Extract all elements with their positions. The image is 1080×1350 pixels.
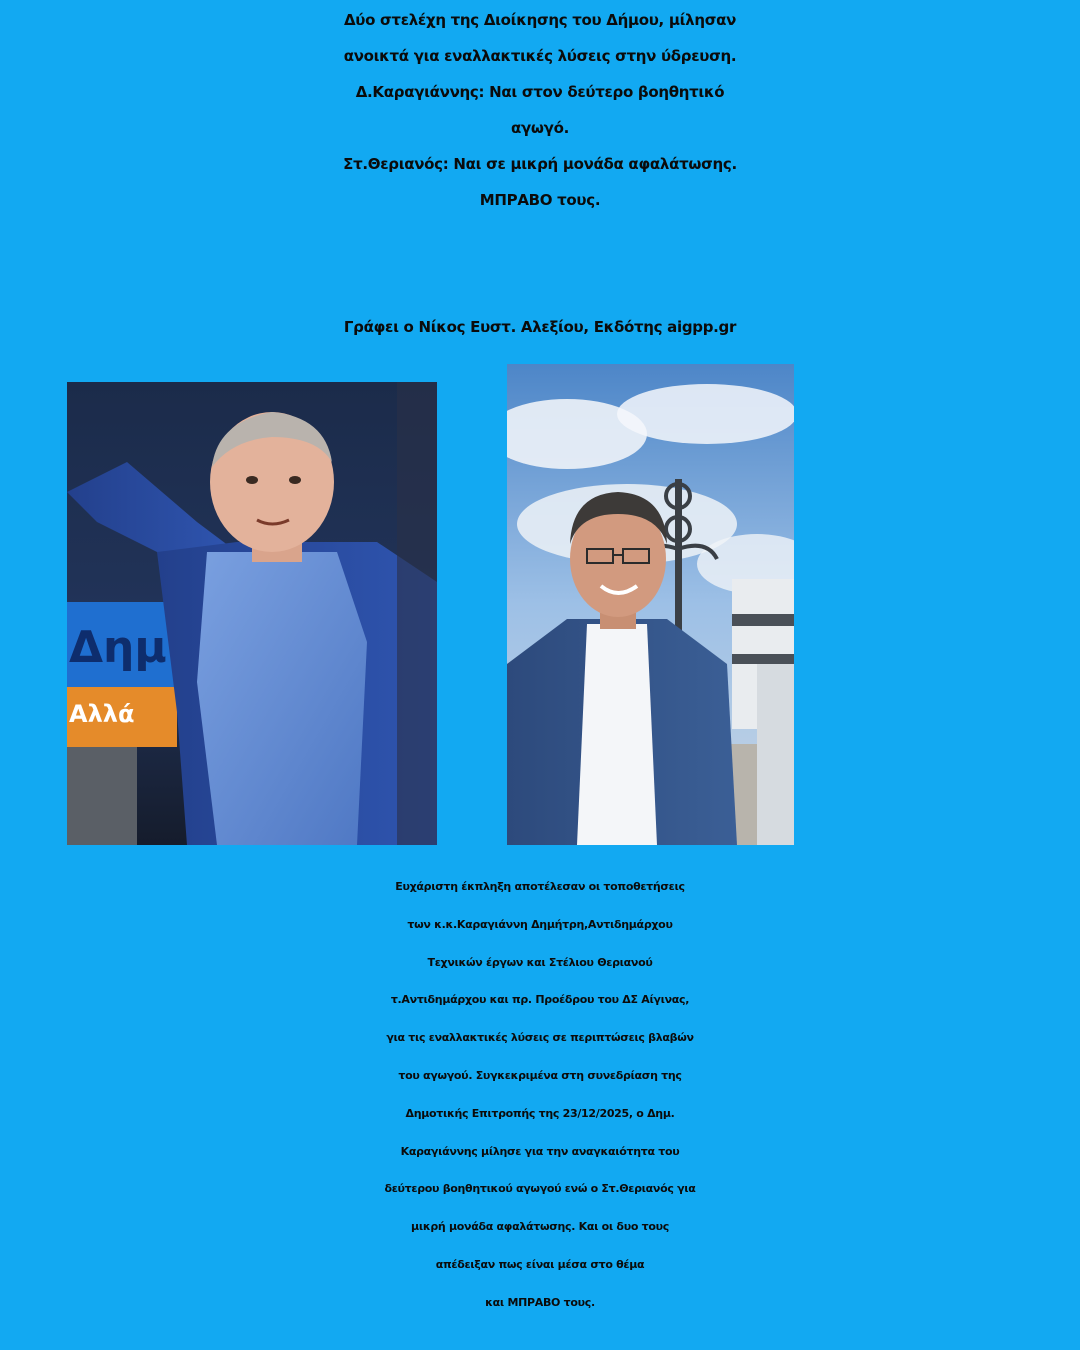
- headline-line: αγωγό.: [511, 119, 569, 137]
- headline: [0, 0, 1080, 218]
- headline-line: Δ.Καραγιάννης: Ναι στον δεύτερο βοηθητικό: [355, 83, 725, 101]
- banner-sub-text: Αλλά: [69, 700, 135, 728]
- headline-line: ανοικτά για εναλλακτικές λύσεις στην ύδρευση.: [343, 47, 737, 65]
- headline-line: Στ.Θεριανός: Ναι σε μικρή μονάδα αφαλάτωσης.: [343, 155, 737, 173]
- banner-text: Δημ: [69, 622, 167, 673]
- body-line: για τις εναλλακτικές λύσεις σε περιπτώσεις βλαβών: [386, 1031, 694, 1045]
- body-line: Τεχνικών έργων και Στέλιου Θεριανού: [427, 955, 653, 969]
- body-line: των κ.κ.Καραγιάννη Δημήτρη,Αντιδημάρχου: [407, 917, 673, 931]
- body-line: τ.Αντιδημάρχου και πρ. Προέδρου του ΔΣ Αίγινας,: [390, 993, 690, 1007]
- body-line: Ευχάριστη έκπληξη αποτέλεσαν οι τοποθετήσεις: [395, 880, 685, 893]
- photo-therianos: [507, 364, 794, 845]
- photo-karagiannis: [67, 382, 437, 845]
- headline-line: ΜΠΡΑΒΟ τους.: [479, 191, 601, 209]
- body-line: Καραγιάννης μίλησε για την αναγκαιότητα του: [400, 1144, 680, 1158]
- body-line: δεύτερου βοηθητικού αγωγού ενώ ο Στ.Θεριανός για: [384, 1182, 696, 1196]
- headline-line: Δύο στελέχη της Διοίκησης του Δήμου, μίλησαν: [343, 11, 737, 29]
- body-line: και ΜΠΡΑΒΟ τους.: [485, 1295, 595, 1309]
- body-line: μικρή μονάδα αφαλάτωσης. Και οι δυο τους: [411, 1220, 669, 1234]
- byline: Γράφει ο Νίκος Ευστ. Αλεξίου, Εκδότης aigpp.gr: [343, 318, 737, 336]
- body-line: απέδειξαν πως είναι μέσα στο θέμα: [435, 1257, 645, 1271]
- body-line: Δημοτικής Επιτροπής της 23/12/2025, ο Δημ.: [405, 1106, 675, 1120]
- article-body: [0, 868, 1080, 1322]
- body-line: του αγωγού. Συγκεκριμένα στη συνεδρίαση της: [398, 1068, 682, 1082]
